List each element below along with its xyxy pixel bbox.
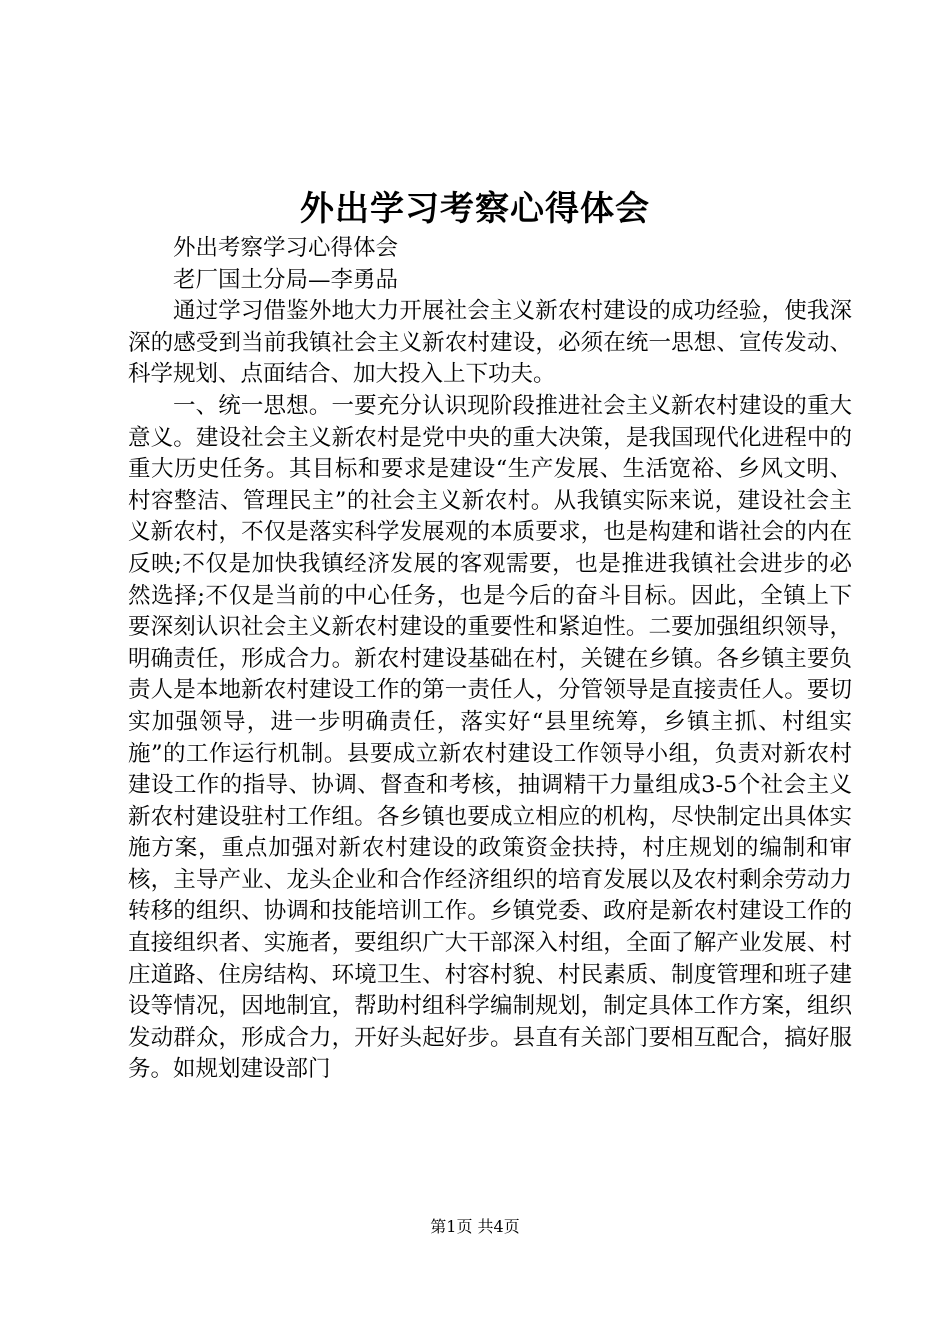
document-title: 外出学习考察心得体会 xyxy=(300,189,650,229)
author-line: 老厂国土分局—李勇品 xyxy=(173,266,399,293)
document-body xyxy=(128,233,852,1086)
paragraph-section-one: 一、统一思想。一要充分认识现阶段推进社会主义新农村建设的重大意义。建设社会主义新农村是党中央的重大决策，是我国现代化进程中的重大历史任务。其目标和要求是建设“生产发展、生活宽裕、乡风文明、村容整洁、管理民主”的社会主义新农村。从我镇实际来说，建设社会主义新农村，不仅是落实科学发展观的本质要求，也是构建和谐社会的内在反映;不仅是加快我镇经济发展的客观需要，也是推进我镇社会进步的必然选择;不仅是当前的中心任务，也是今后的奋斗目标。因此，全镇上下要深刻认识社会主义新农村建设的重要性和紧迫性。二要加强组织领导，明确责任，形成合力。新农村建设基础在村，关键在乡镇。各乡镇主要负责人是本地新农村建设工作的第一责任人，分管领导是直接责任人。要切实加强领导，进一步明确责任，落实好“县里统筹，乡镇主抓、村组实施”的工作运行机制。县要成立新农村建设工作领导小组，负责对新农村建设工作的指导、协调、督查和考核，抽调精干力量组成3-5个社会主义新农村建设驻村工作组。各乡镇也要成立相应的机构，尽快制定出具体实施方案，重点加强对新农村建设的政策资金扶持，村庄规划的编制和审核，主导产业、龙头企业和合作经济组织的培育发展以及农村剩余劳动力转移的组织、协调和技能培训工作。乡镇党委、政府是新农村建设工作的直接组织者、实施者，要组织广大干部深入村组，全面了解产业发展、村庄道路、住房结构、环境卫生、村容村貌、村民素质、制度管理和班子建设等情况，因地制宜，帮助村组科学编制规划，制定具体工作方案，组织发动群众，形成合力，开好头起好步。县直有关部门要相互配合，搞好服务。如规划建设部门 xyxy=(128,392,852,1083)
subtitle-line: 外出考察学习心得体会 xyxy=(173,235,399,261)
paragraph-intro: 通过学习借鉴外地大力开展社会主义新农村建设的成功经验，使我深深的感受到当前我镇社会主义新农村建设，必须在统一思想、宣传发动、科学规划、点面结合、加大投入上下功夫。 xyxy=(128,298,852,388)
page-footer: 第1页 共4页 xyxy=(430,1217,520,1236)
